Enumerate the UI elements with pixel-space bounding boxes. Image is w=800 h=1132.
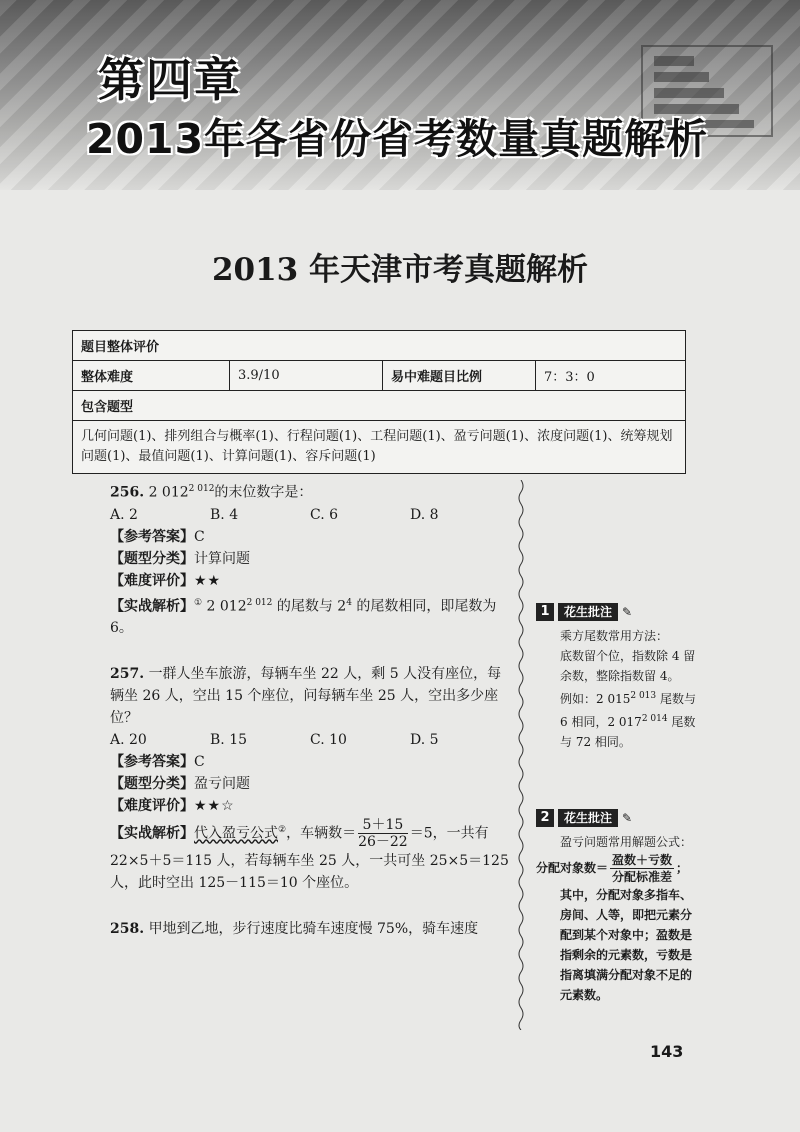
ratio-label: 易中难题目比例 <box>383 361 536 391</box>
answer-257: 【参考答案】C <box>110 754 205 771</box>
note-tag: 1 花生批注 ✎ <box>536 602 696 622</box>
difficulty-label: 整体难度 <box>73 361 230 391</box>
type-257: 【题型分类】盈亏问题 <box>110 776 250 793</box>
option-c: C. 6 <box>310 506 339 523</box>
vehicle-count-fraction: $\frac{5+15}{26-22}$ <box>358 817 408 851</box>
chapter-header <box>0 0 800 190</box>
analysis-257: 【实战解析】代入盈亏公式②，车辆数＝ $\frac{5+15}{26-22}$ ＝5，一共有 22×5＋5＝115 人，若每辆车坐 25 人，一共可坐 25×5＝125 人，此时空出 125－115＝10 个座位。 <box>110 817 509 892</box>
types-label: 包含题型 <box>73 391 686 421</box>
option-a: A. 20 <box>110 732 147 749</box>
side-note-2: 2 花生批注 ✎ 盈亏问题常用解题公式： 分配对象数＝ $\frac{\text{盈数＋亏数}}{\text{分配标准差}}$ ； 其中，分配对象多指车、房间、人等，即把元素分配到某个对象中；盈数是指剩余的元素数，亏数是指离填满分配对象不足的元素数。 <box>536 808 696 1005</box>
type-256: 【题型分类】计算问题 <box>110 550 250 567</box>
evaluation-table <box>72 330 686 474</box>
page-number: 143 <box>650 1042 684 1061</box>
question-257-options <box>82 729 510 751</box>
column-divider <box>516 480 526 1030</box>
option-d: D. 5 <box>410 732 439 749</box>
difficulty-value: 3.9/10 <box>230 361 383 391</box>
option-c: C. 10 <box>310 732 347 749</box>
page-title: 2013 年天津市考真题解析 <box>211 252 589 288</box>
option-d: D. 8 <box>410 506 439 523</box>
peanut-icon: ✎ <box>622 811 633 825</box>
question-256-stem: 256. 2 $012^{2 012}$的末位数字是： <box>110 484 313 501</box>
option-a: A. 2 <box>110 506 138 523</box>
question-column <box>82 478 510 940</box>
option-b: B. 4 <box>210 506 239 523</box>
peanut-icon: ✎ <box>622 605 633 619</box>
question-257-stem: 257. 一群人坐车旅游，每辆车坐 22 人，剩 5 人没有座位，每辆坐 26 人，空出 15 个座位，问每辆车坐 25 人，空出多少座位？ <box>110 666 502 727</box>
chapter-label: 第四章 <box>98 53 242 107</box>
question-256-options <box>82 504 510 526</box>
difficulty-256: 【难度评价】★★ <box>110 572 222 589</box>
eval-heading: 题目整体评价 <box>73 331 686 361</box>
types-value: 几何问题(1)、排列组合与概率(1)、行程问题(1)、工程问题(1)、盈亏问题(1)、浓度问题(1)、统筹规划问题(1)、最值问题(1)、计算问题(1)、容斥问题(1) <box>73 421 686 474</box>
note-tag: 2 花生批注 ✎ <box>536 808 696 828</box>
question-258-stem: 258. 甲地到乙地，步行速度比骑车速度慢 75%，骑车速度 <box>110 921 479 938</box>
answer-256: 【参考答案】C <box>110 528 205 545</box>
difficulty-257: 【难度评价】★★☆ <box>110 798 235 815</box>
chapter-subtitle: 2013年各省份省考数量真题解析 <box>86 115 709 163</box>
analysis-256: 【实战解析】① 2 $012^{2 012}$ 的尾数与 $2^4$ 的尾数相同，即尾数为 6。 <box>110 597 497 637</box>
allocation-formula: 分配对象数＝ $\frac{\text{盈数＋亏数}}{\text{分配标准差}}$ ； <box>536 853 689 884</box>
side-note-1: 1 花生批注 ✎ 乘方尾数常用方法： 底数留个位，指数除 4 留余数，整除指数留 4。 例如：2 $015^{2 013}$ 尾数与 6 相同，2 $017^{2 014}$ 尾数与 72 相同。 <box>536 602 696 752</box>
ratio-value: 7：3：0 <box>536 361 686 391</box>
option-b: B. 15 <box>210 732 248 749</box>
